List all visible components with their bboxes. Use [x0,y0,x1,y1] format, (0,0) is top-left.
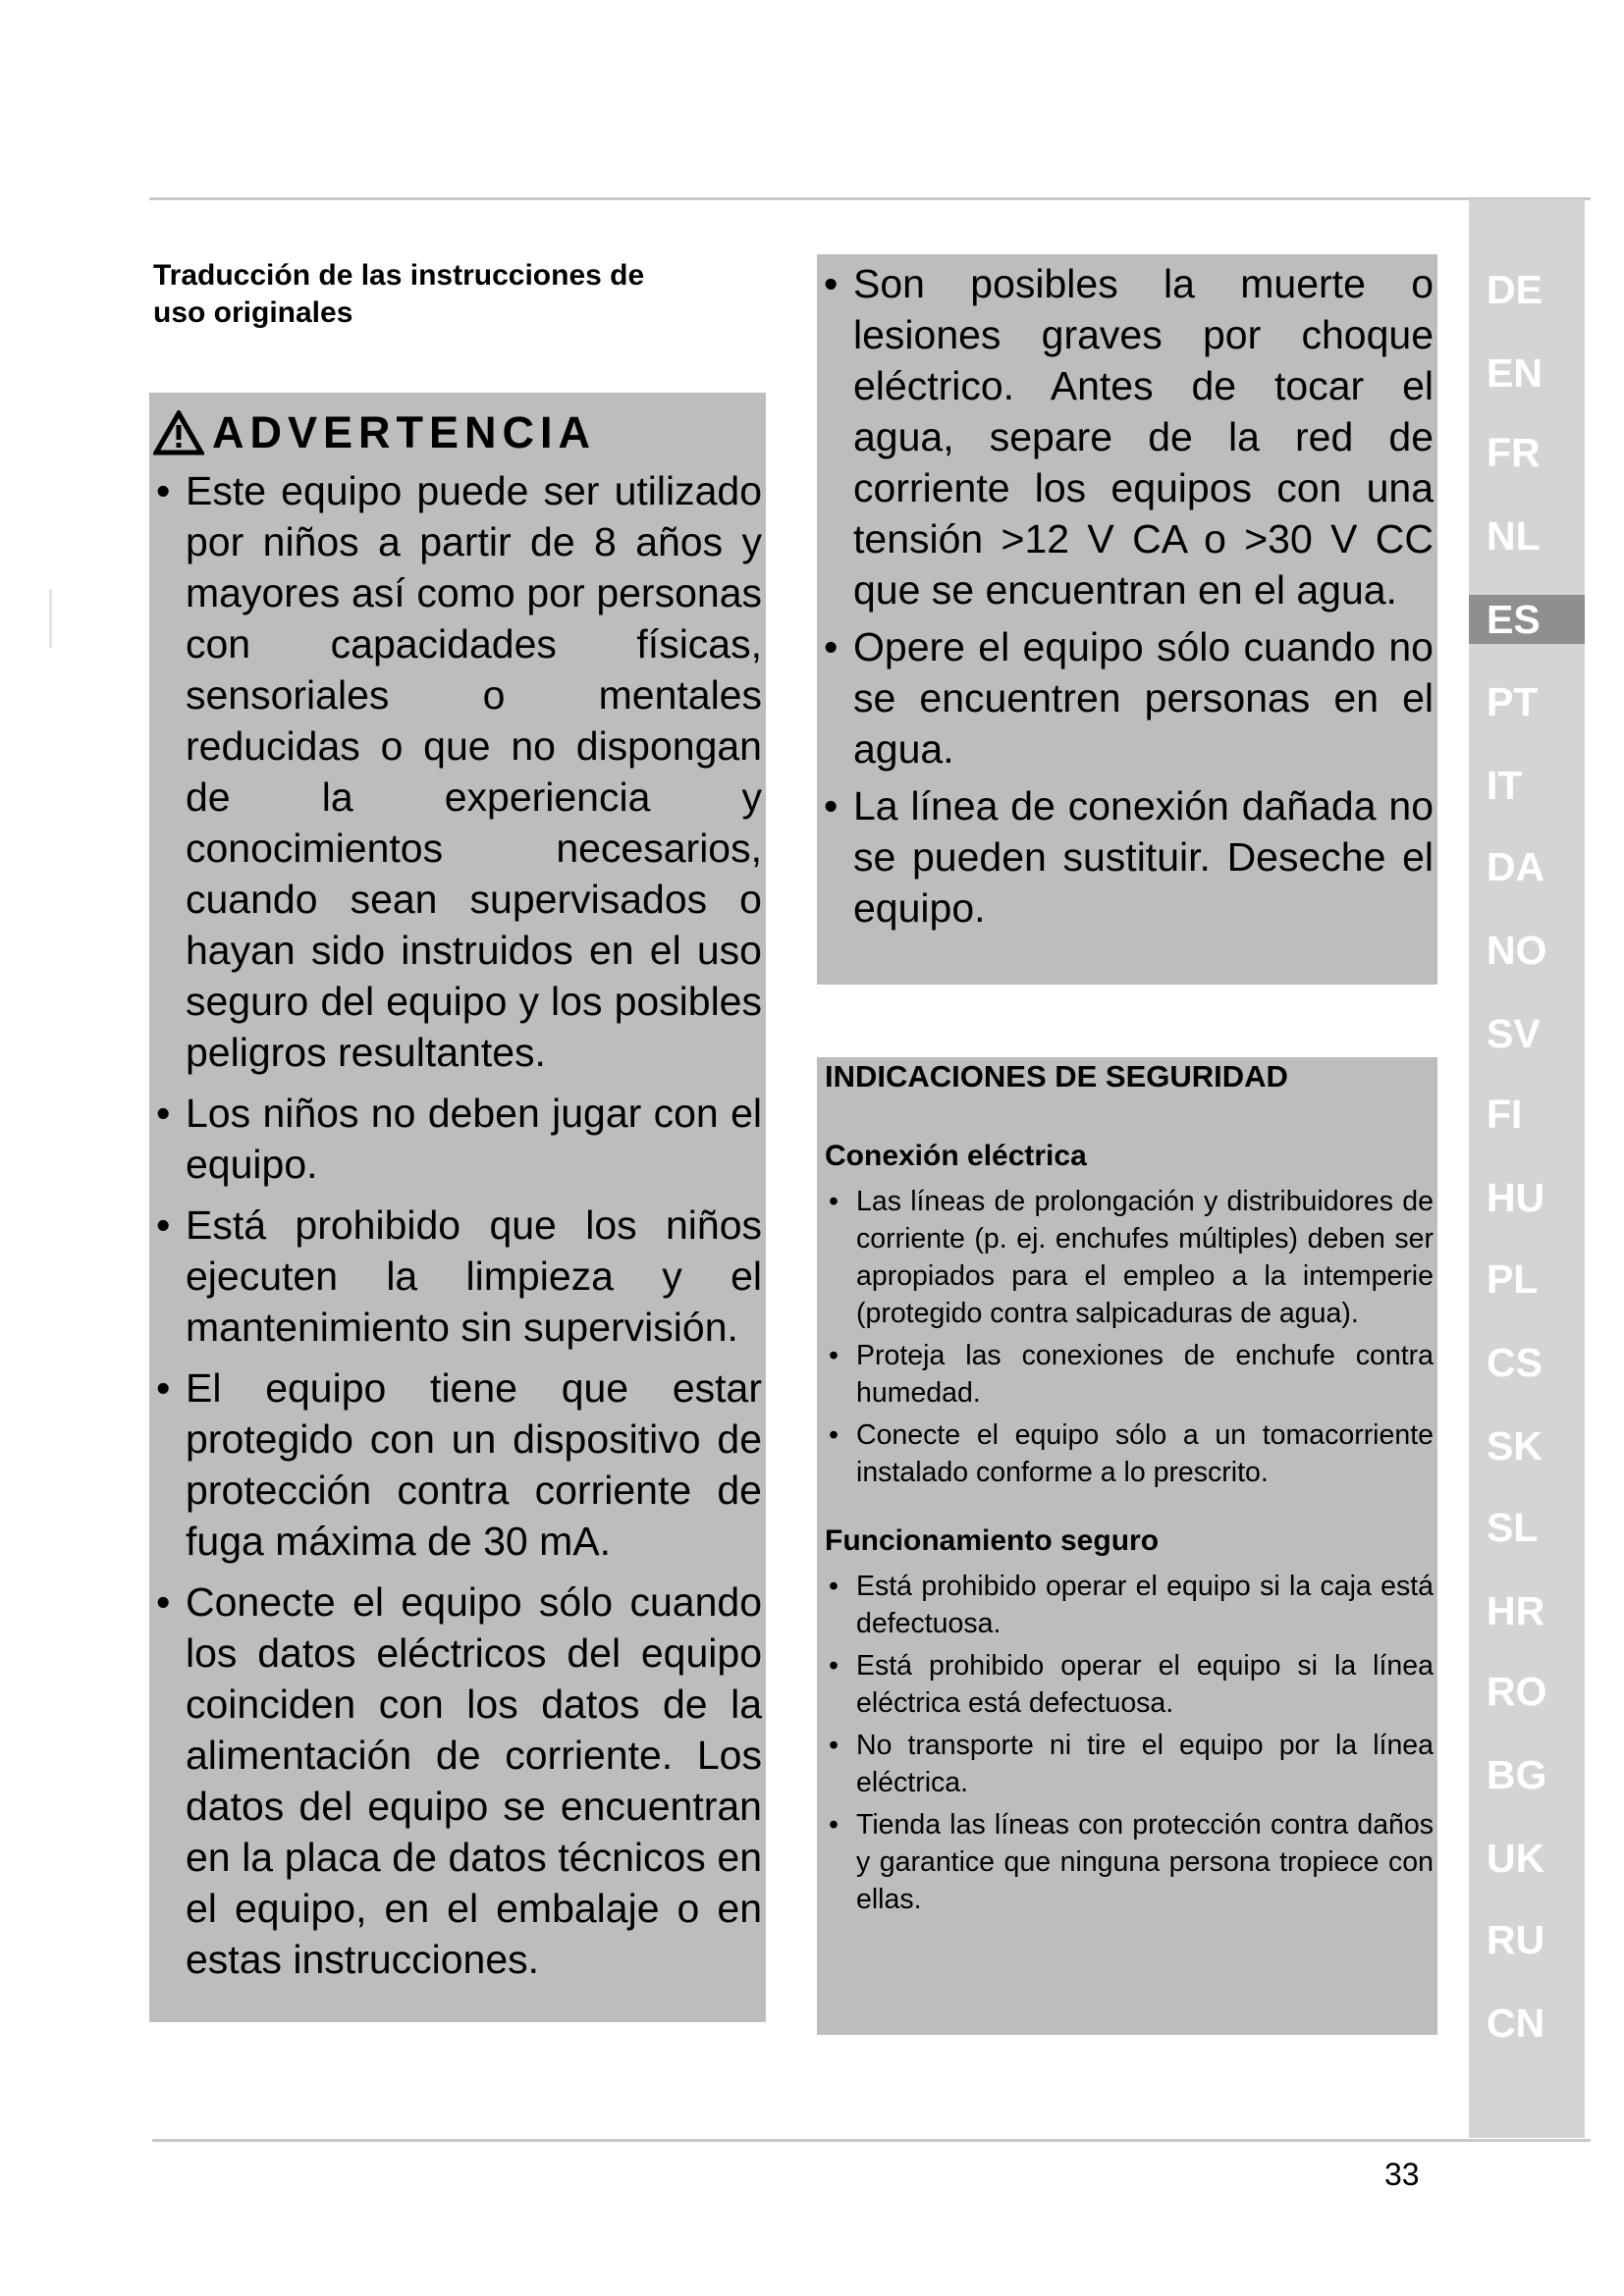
language-tab-es[interactable]: ES [1469,595,1585,644]
warning-triangle-icon [153,410,204,455]
language-tab-de[interactable]: DE [1487,267,1543,312]
safety-box [817,1057,1437,2035]
language-tab-fi[interactable]: FI [1487,1092,1523,1137]
warning-box [149,393,766,2022]
safety-item: • Está prohibido operar el equipo si la línea eléctrica está defectuosa. [817,1647,1434,1722]
bottom-rule [152,2139,1591,2142]
language-tab-ro[interactable]: RO [1487,1669,1547,1714]
language-tab-sk[interactable]: SK [1487,1423,1543,1468]
warning-header [153,400,762,465]
document-title [153,257,762,332]
language-sidebar [1469,199,1585,2138]
warning-item: • Los niños no deben jugar con el equipo. [149,1088,762,1190]
language-tab-uk[interactable]: UK [1487,1836,1545,1881]
operation-heading: Funcionamiento seguro [825,1524,1160,1557]
electrical-heading: Conexión eléctrica [825,1140,1087,1172]
document-title-line-2: uso originales [153,296,353,329]
warning-title: ADVERTENCIA [212,407,597,457]
warning-item: • Conecte el equipo sólo cuando los datos eléctricos del equipo coinciden con los datos de la alimentación de corriente. Los datos del equipo se encuentran en la placa de datos técnicos en el equipo, en el embalaje o en estas instrucciones. [149,1576,762,1985]
warning-continued-box [817,254,1437,985]
operation-list [817,1568,1434,1918]
warning-continued-list [817,258,1434,934]
warning-item: • La línea de conexión dañada no se pueden sustituir. Deseche el equipo. [817,780,1434,934]
safety-item: • Está prohibido operar el equipo si la caja está defectuosa. [817,1568,1434,1642]
language-tab-en[interactable]: EN [1487,350,1543,396]
safety-heading: INDICACIONES DE SEGURIDAD [825,1059,1288,1094]
language-tab-no[interactable]: NO [1487,928,1547,973]
language-tab-nl[interactable]: NL [1487,513,1541,559]
language-tab-hu[interactable]: HU [1487,1175,1545,1220]
language-tab-sv[interactable]: SV [1487,1011,1541,1056]
safety-item: • No transporte ni tire el equipo por la línea eléctrica. [817,1727,1434,1801]
warning-item: • Este equipo puede ser utilizado por niños a partir de 8 años y mayores así como por personas con capacidades físicas, sensoriales o mentales reducidas o que no dispongan de la experiencia y conocimientos necesarios, cuando sean supervisados o hayan sido instruidos en el uso seguro del equipo y los posibles peligros resultantes. [149,465,762,1078]
language-tab-sl[interactable]: SL [1487,1505,1539,1550]
warning-item: • El equipo tiene que estar protegido con un dispositivo de protección contra corriente de fuga máxima de 30 mA. [149,1362,762,1567]
language-tab-cn[interactable]: CN [1487,2001,1545,2046]
language-tab-bg[interactable]: BG [1487,1752,1547,1797]
margin-mark [49,589,52,648]
warning-item: • Está prohibido que los niños ejecuten la limpieza y el mantenimiento sin supervisión. [149,1200,762,1353]
language-tab-pl[interactable]: PL [1487,1256,1539,1302]
language-tab-cs[interactable]: CS [1487,1340,1543,1385]
top-rule [149,197,1591,200]
electrical-list [817,1183,1434,1491]
language-tab-hr[interactable]: HR [1487,1588,1545,1633]
warning-item: • Opere el equipo sólo cuando no se encuentren personas en el agua. [817,621,1434,774]
language-tab-da[interactable]: DA [1487,844,1545,889]
language-tab-fr[interactable]: FR [1487,430,1541,475]
safety-item: • Conecte el equipo sólo a un tomacorriente instalado conforme a lo prescrito. [817,1416,1434,1491]
page-number: 33 [1384,2157,1420,2192]
language-tab-ru[interactable]: RU [1487,1917,1545,1962]
language-tab-pt[interactable]: PT [1487,679,1539,724]
safety-item: • Las líneas de prolongación y distribuidores de corriente (p. ej. enchufes múltiples) deben ser apropiados para el empleo a la intemperie (protegido contra salpicaduras de agua). [817,1183,1434,1332]
safety-item: • Proteja las conexiones de enchufe contra humedad. [817,1337,1434,1412]
safety-item: • Tienda las líneas con protección contra daños y garantice que ninguna persona tropiece con ellas. [817,1806,1434,1918]
warning-list [149,465,762,1985]
warning-item: • Son posibles la muerte o lesiones graves por choque eléctrico. Antes de tocar el agua, separe de la red de corriente los equipos con una tensión >12 V CA o >30 V CC que se encuentran en el agua. [817,258,1434,615]
language-tab-it[interactable]: IT [1487,763,1523,808]
document-title-line-1: Traducción de las instrucciones de [153,259,645,292]
